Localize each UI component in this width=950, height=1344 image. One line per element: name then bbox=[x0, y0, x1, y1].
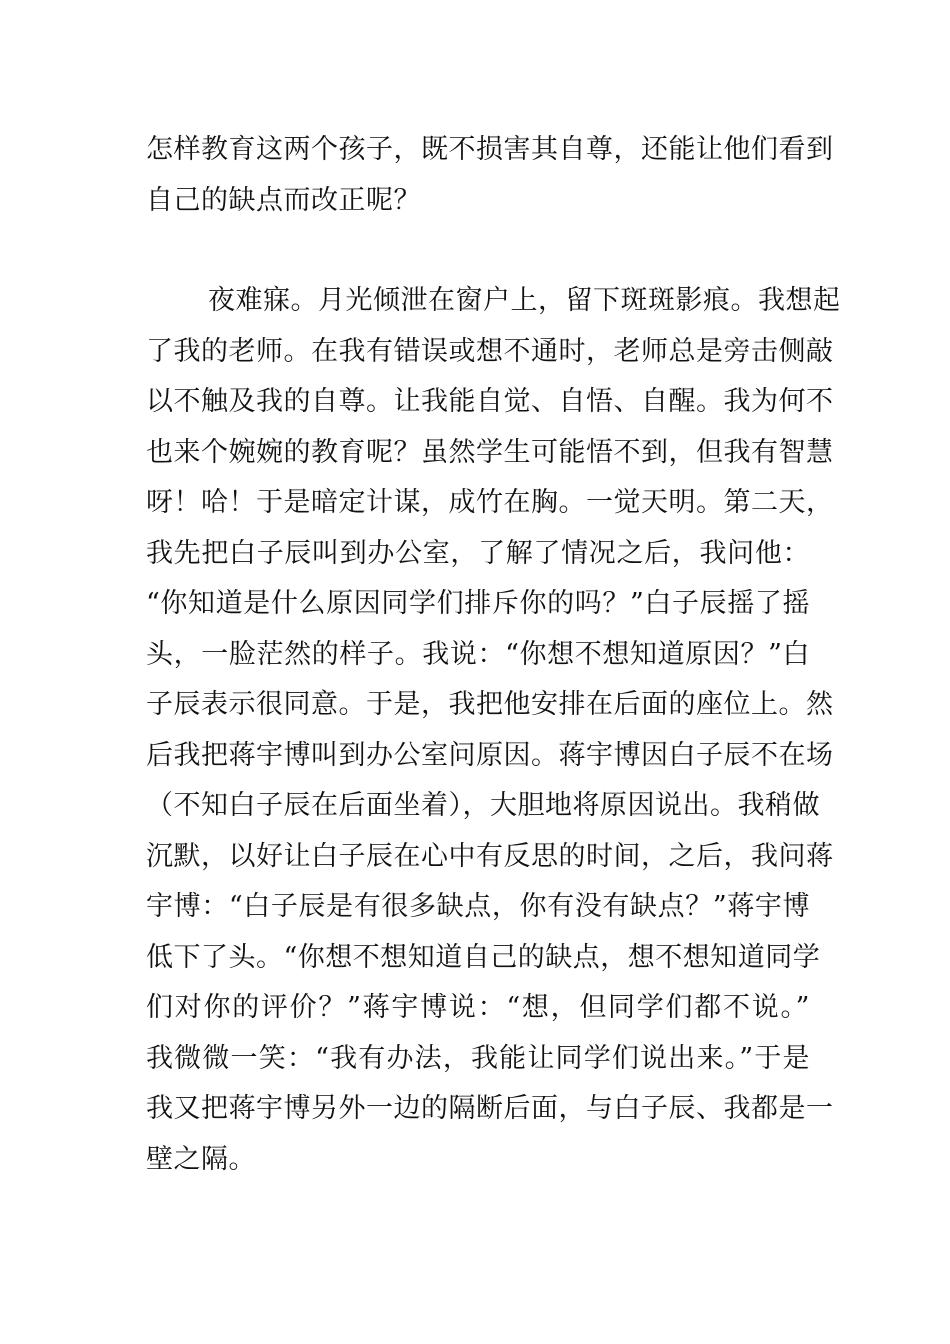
text-line: 头，一脸茫然的样子。我说：“你想不想知道原因？”白 bbox=[146, 638, 810, 670]
text-line: 我微微一笑：“我有办法，我能让同学们说出来。”于是 bbox=[146, 1042, 810, 1074]
text-line: 也来个婉婉的教育呢？虽然学生可能悟不到，但我有智慧 bbox=[146, 436, 834, 468]
text-line: （不知白子辰在后面坐着），大胆地将原因说出。我稍做 bbox=[146, 790, 820, 821]
text-line: 壁之隔。 bbox=[146, 1143, 256, 1175]
text-line: “你知道是什么原因同学们排斥你的吗？”白子辰摇了摇 bbox=[146, 588, 810, 619]
text-line: 宇博：“白子辰是有很多缺点，你有没有缺点？”蒋宇博 bbox=[146, 891, 810, 922]
text-line: 怎样教育这两个孩子，既不损害其自尊，还能让他们看到 bbox=[146, 134, 834, 165]
text-line: 我又把蒋宇博另外一边的隔断后面，与白子辰、我都是一 bbox=[146, 1093, 834, 1124]
text-line: 沉默，以好让白子辰在心中有反思的时间，之后，我问蒋 bbox=[146, 840, 834, 872]
text-line: 我先把白子辰叫到办公室，了解了情况之后，我问他： bbox=[146, 537, 810, 569]
text-line: 们对你的评价？”蒋宇博说：“想，但同学们都不说。” bbox=[146, 992, 810, 1023]
paragraph-2 bbox=[146, 276, 841, 1185]
text-line: 夜难寐。月光倾泄在窗户上，留下斑斑影痕。我想起 bbox=[208, 285, 841, 316]
text-line: 了我的老师。在我有错误或想不通时，老师总是旁击侧敲 bbox=[146, 335, 834, 367]
text-line: 以不触及我的自尊。让我能自觉、自悟、自醒。我为何不 bbox=[146, 386, 834, 417]
paragraph-1 bbox=[146, 125, 834, 226]
text-line: 自己的缺点而改正呢？ bbox=[146, 184, 421, 216]
text-line: 低下了头。“你想不想知道自己的缺点，想不想知道同学 bbox=[146, 941, 821, 973]
text-line: 呀！哈！于是暗定计谋，成竹在胸。一觉天明。第二天， bbox=[146, 487, 834, 518]
text-line: 子辰表示很同意。于是，我把他安排在后面的座位上。然 bbox=[146, 689, 834, 720]
text-line: 后我把蒋宇博叫到办公室问原因。蒋宇博因白子辰不在场 bbox=[146, 739, 834, 771]
